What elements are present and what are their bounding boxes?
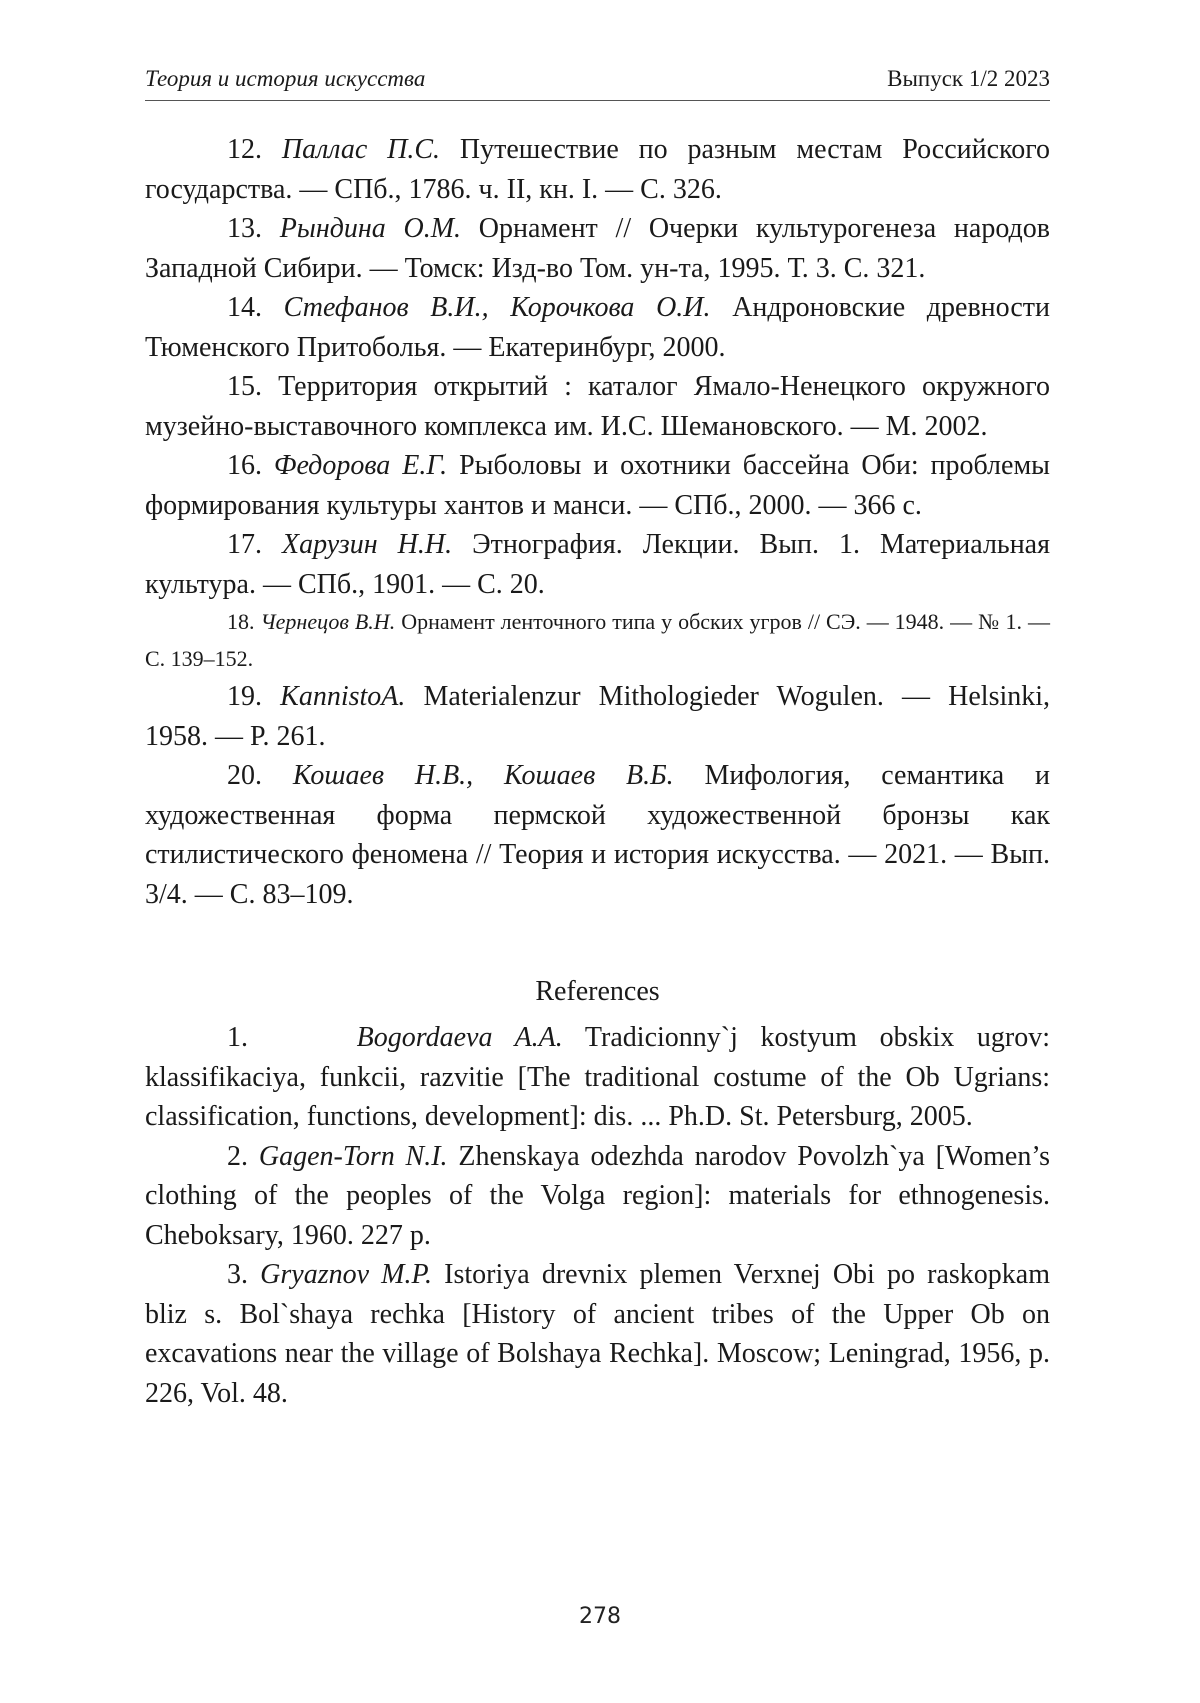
entry-author: Стефанов В.И., Корочкова О.И. — [284, 292, 711, 323]
page-number: 278 — [0, 1604, 1200, 1629]
entry-number: 19. — [227, 681, 262, 712]
bibliography-entry-18 — [145, 604, 1050, 677]
entry-author: Gryaznov M.P. — [260, 1259, 432, 1290]
running-header — [145, 66, 1050, 101]
entry-number: 12. — [227, 134, 262, 165]
bibliography-entry-17 — [145, 525, 1050, 604]
entry-author: Bogordaeva A.A. — [357, 1022, 563, 1053]
entry-number: 14. — [227, 292, 262, 323]
page-content — [145, 130, 1050, 1413]
entry-number: 1. — [227, 1022, 248, 1053]
entry-number: 2. — [227, 1141, 248, 1172]
entry-text: Орнамент ленточного типа у обских угров // СЭ. — 1948. — № 1. — С. 139–152. — [145, 609, 1050, 671]
entry-text: Tradicionny`j kostyum obskix ugrov: klassifikaciya, funkcii, razvitie [The traditional costume of the Ob Ugrians: classification, functions, development]: dis. ... Ph.D. St. Petersburg, 2005. — [145, 1022, 1050, 1132]
entry-author: KannistoA. — [280, 681, 405, 712]
entry-author: Чернецов В.Н. — [260, 609, 395, 634]
entry-number: 13. — [227, 213, 262, 244]
bibliography-entry-16 — [145, 446, 1050, 525]
entry-number: 20. — [227, 760, 262, 791]
entry-number: 15. — [227, 371, 262, 402]
entry-number: 17. — [227, 529, 262, 560]
reference-entry-2 — [145, 1137, 1050, 1256]
entry-text: Materialenzur Mithologieder Wogulen. — Helsinki, 1958. — P. 261. — [145, 681, 1050, 752]
entry-author: Кошаев Н.В., Кошаев В.Б. — [293, 760, 674, 791]
bibliography-entry-19 — [145, 677, 1050, 756]
bibliography-entry-20 — [145, 756, 1050, 914]
entry-text: Мифология, семантика и художественная форма пермской художественной бронзы как стилистического феномена // Теория и история искусства. — 2021. — Вып. 3/4. — С. 83–109. — [145, 760, 1050, 910]
entry-text: Istoriya drevnix plemen Verxnej Obi po raskopkam bliz s. Bol`shaya rechka [History of ancient tribes of the Upper Ob on excavations near the village of Bolshaya Rechka]. Moscow; Leningrad, 1956, p. 226, Vol. 48. — [145, 1259, 1050, 1409]
entry-number: 16. — [227, 450, 262, 481]
issue-label: Выпуск 1/2 2023 — [887, 66, 1050, 92]
journal-title: Теория и история искусства — [145, 66, 425, 92]
entry-text: Zhenskaya odezhda narodov Povolzh`ya [Women’s clothing of the peoples of the Volga region]: materials for ethnogenesis. Cheboksary, 1960. 227 p. — [145, 1141, 1050, 1251]
entry-text: Рыболовы и охотники бассейна Оби: проблемы формирования культуры хантов и манси. — СПб., 2000. — 366 с. — [145, 450, 1050, 521]
bibliography-entry-13 — [145, 209, 1050, 288]
entry-number: 3. — [227, 1259, 248, 1290]
entry-author: Федорова Е.Г. — [274, 450, 447, 481]
references-heading: References — [145, 972, 1050, 1012]
entry-text: Путешествие по разным местам Российского государства. — СПб., 1786. ч. II, кн. I. — С. 326. — [145, 134, 1050, 205]
entry-author: Харузин Н.Н. — [282, 529, 452, 560]
bibliography-entry-14 — [145, 288, 1050, 367]
entry-author: Паллас П.С. — [282, 134, 440, 165]
reference-entry-3 — [145, 1255, 1050, 1413]
bibliography-entry-15 — [145, 367, 1050, 446]
entry-author: Рындина О.М. — [280, 213, 461, 244]
reference-entry-1 — [145, 1018, 1050, 1137]
entry-number: 18. — [227, 609, 255, 634]
entry-text: Орнамент // Очерки культурогенеза народов Западной Сибири. — Томск: Изд-во Том. ун-та, 1995. Т. 3. С. 321. — [145, 213, 1050, 284]
entry-author: Gagen-Torn N.I. — [259, 1141, 448, 1172]
entry-text: Территория открытий : каталог Ямало-Ненецкого окружного музейно-выставочного комплекса им. И.С. Шемановского. — М. 2002. — [145, 371, 1050, 442]
entry-text: Андроновские древности Тюменского Притоболья. — Екатеринбург, 2000. — [145, 292, 1050, 363]
entry-text: Этнография. Лекции. Вып. 1. Материальная культура. — СПб., 1901. — С. 20. — [145, 529, 1050, 600]
bibliography-entry-12 — [145, 130, 1050, 209]
